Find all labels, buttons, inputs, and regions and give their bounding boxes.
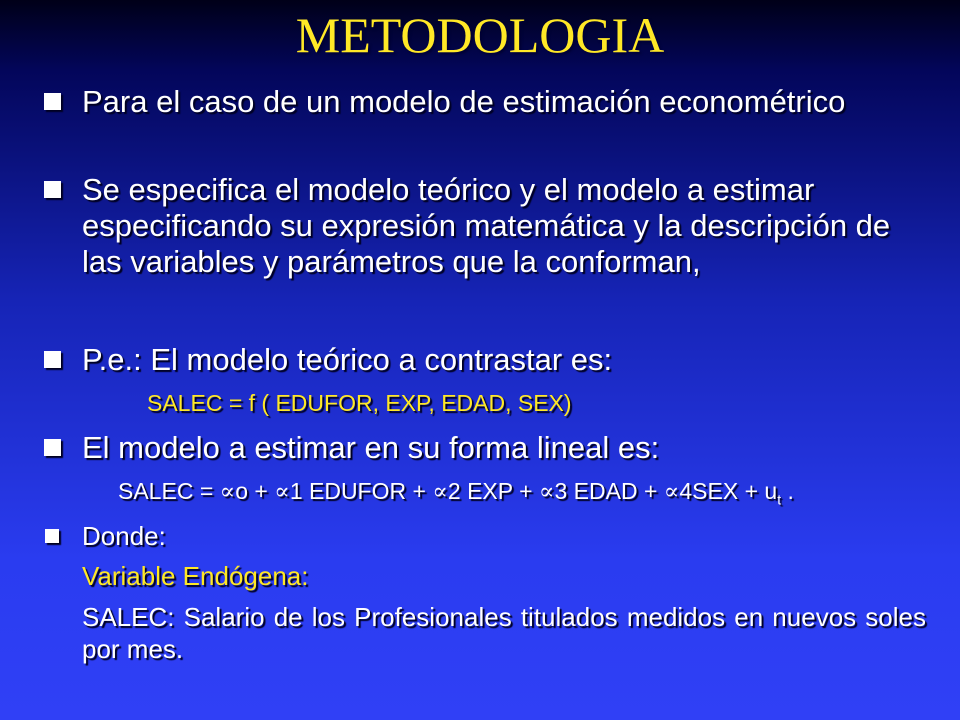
linear-model-part: 4SEX + u xyxy=(679,478,778,504)
bullet-square-icon xyxy=(45,529,59,543)
endogenous-variable-label: Variable Endógena: xyxy=(82,561,309,591)
proportional-symbol-icon: ∝ xyxy=(538,479,555,505)
linear-model-part: . xyxy=(781,478,794,504)
bullet-text: Donde: xyxy=(82,521,166,551)
slide-title: METODOLOGIA xyxy=(295,7,665,63)
bullet-square-icon xyxy=(44,181,61,198)
linear-model-part: SALEC = xyxy=(118,478,220,504)
linear-model-part: 3 EDAD + xyxy=(554,478,664,504)
proportional-symbol-icon: ∝ xyxy=(432,479,448,505)
bullet-square-icon xyxy=(44,93,61,110)
linear-model-part: o + xyxy=(235,478,275,504)
bullet-square-icon xyxy=(44,439,61,456)
theoretical-model-formula: SALEC = f ( EDUFOR, EXP, EDAD, SEX) xyxy=(147,390,572,416)
linear-model-part: 1 EDUFOR + xyxy=(289,478,433,504)
proportional-symbol-icon: ∝ xyxy=(663,479,680,505)
error-term-subscript: t xyxy=(777,491,782,508)
bullet-text: El modelo a estimar en su forma lineal es: xyxy=(82,430,660,465)
proportional-symbol-icon: ∝ xyxy=(219,479,236,505)
proportional-symbol-icon: ∝ xyxy=(274,479,290,505)
linear-model-formula xyxy=(118,477,794,514)
bullet-square-icon xyxy=(44,351,61,368)
bullet-text: P.e.: El modelo teórico a contrastar es: xyxy=(82,342,613,377)
salec-description: SALEC: Salario de los Profesionales titulados medidos en nuevos soles por mes. xyxy=(82,602,926,664)
bullet-text: Se especifica el modelo teórico y el modelo a estimar especificando su expresión matemática y la descripción de las variables y parámetros que la conforman, xyxy=(82,172,891,279)
linear-model-part: 2 EXP + xyxy=(447,478,539,504)
bullet-text: Para el caso de un modelo de estimación econométrico xyxy=(82,84,846,119)
